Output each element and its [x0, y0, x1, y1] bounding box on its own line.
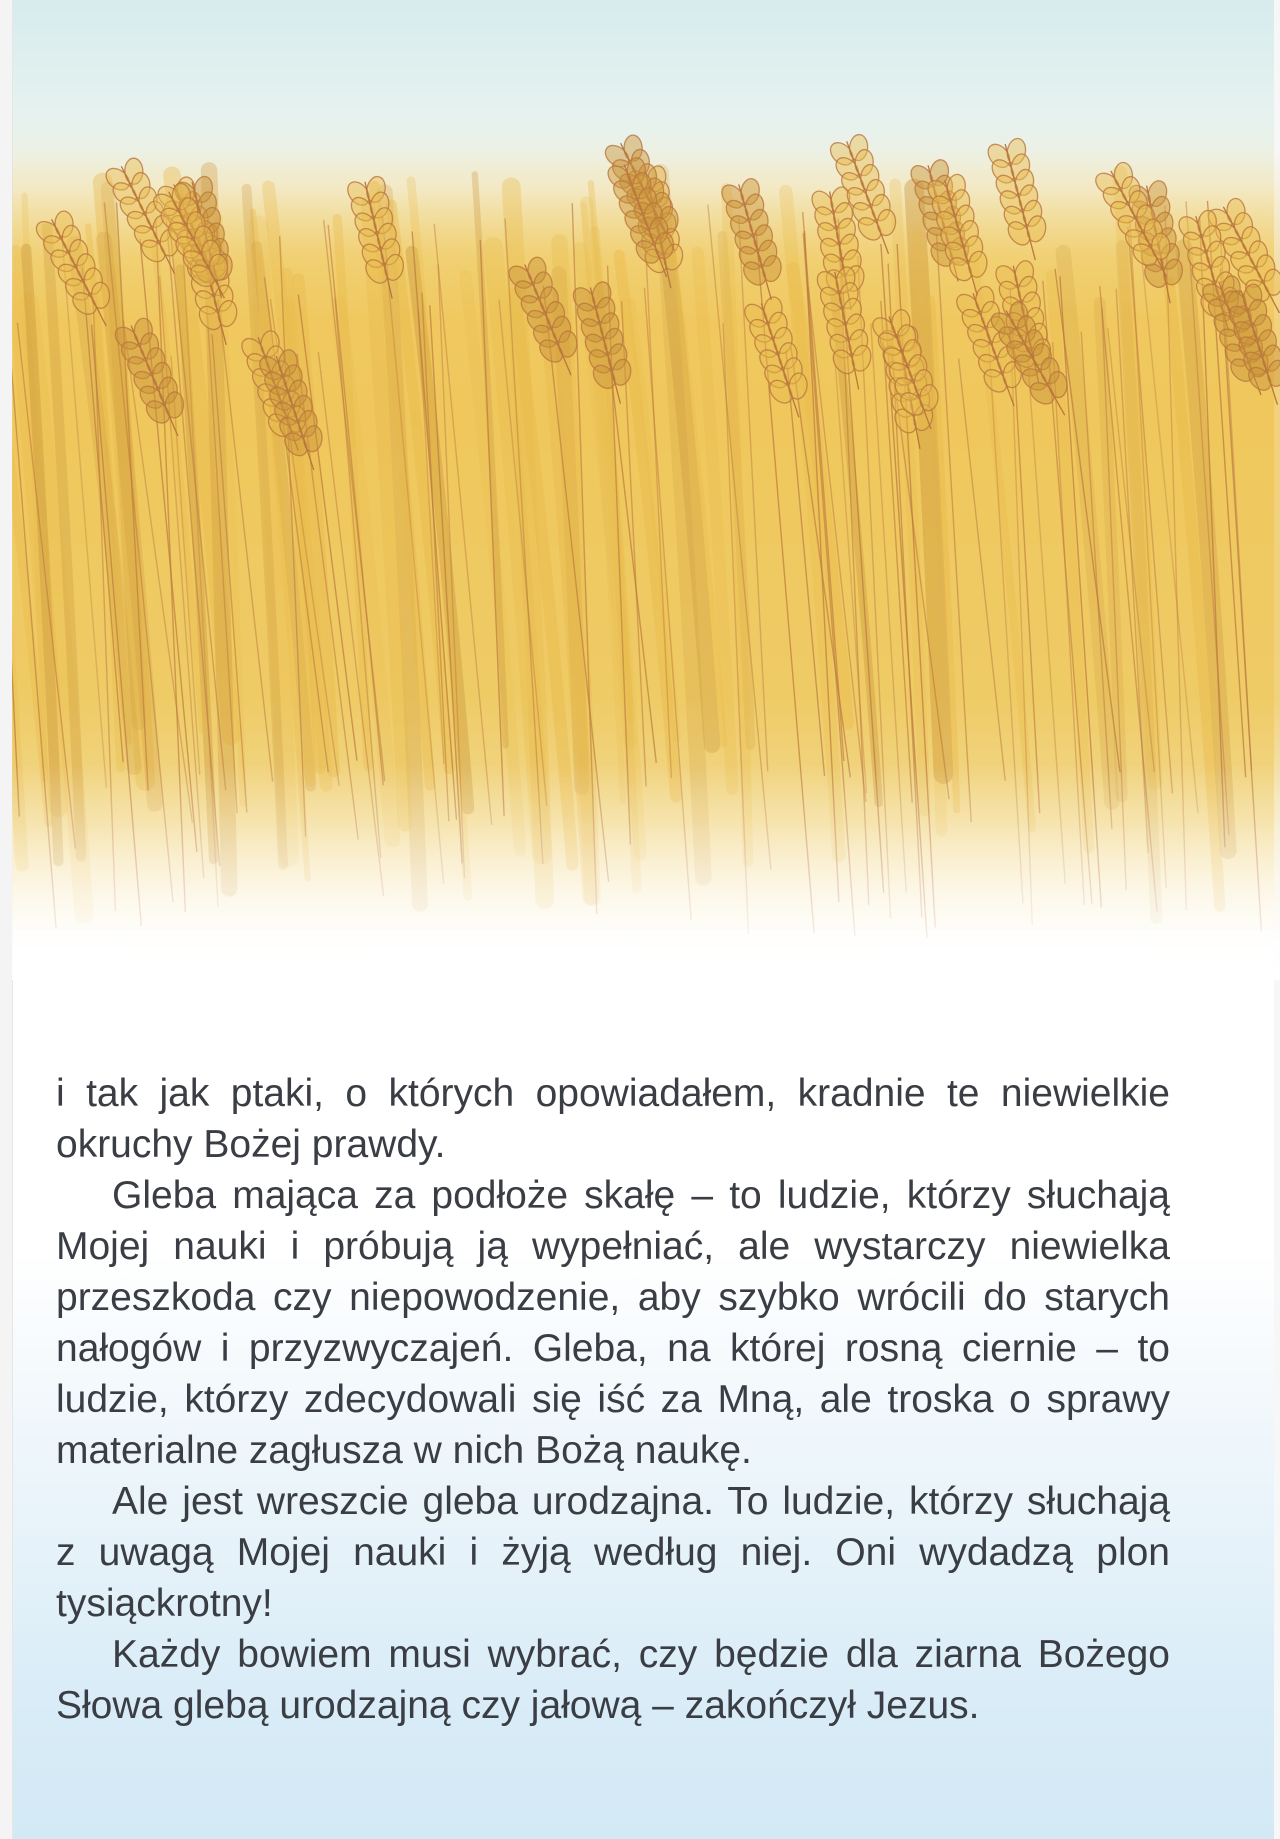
story-text	[56, 1068, 1170, 1731]
story-paragraph-4: Każdy bowiem musi wybrać, czy będzie dla ziarna Bożego Słowa glebą urodzajną czy jałową – zakończył Jezus.	[56, 1633, 1170, 1727]
story-paragraph-3: Ale jest wreszcie gleba urodzajna. To ludzie, którzy słuchają z uwagą Mojej nauki i żyją według niej. Oni wydadzą plon tysiąckrotny!	[56, 1480, 1170, 1625]
wheat-field-illustration	[12, 0, 1280, 980]
story-paragraph-1: i tak jak ptaki, o których opowiadałem, kradnie te niewielkie okruchy Bożej prawdy.	[56, 1072, 1170, 1166]
illustration-fade	[12, 0, 1280, 980]
story-paragraph-2: Gleba mająca za podłoże skałę – to ludzie, którzy słuchają Mojej nauki i próbują ją wypełniać, ale wystarczy niewielka przeszkoda czy niepowodzenie, aby szybko wrócili do starych nałogów i przyzwyczajeń. Gleba, na której rosną ciernie – to ludzie, którzy zdecydowali się iść za Mną, ale troska o sprawy materialne zagłusza w nich Bożą naukę.	[56, 1174, 1170, 1472]
